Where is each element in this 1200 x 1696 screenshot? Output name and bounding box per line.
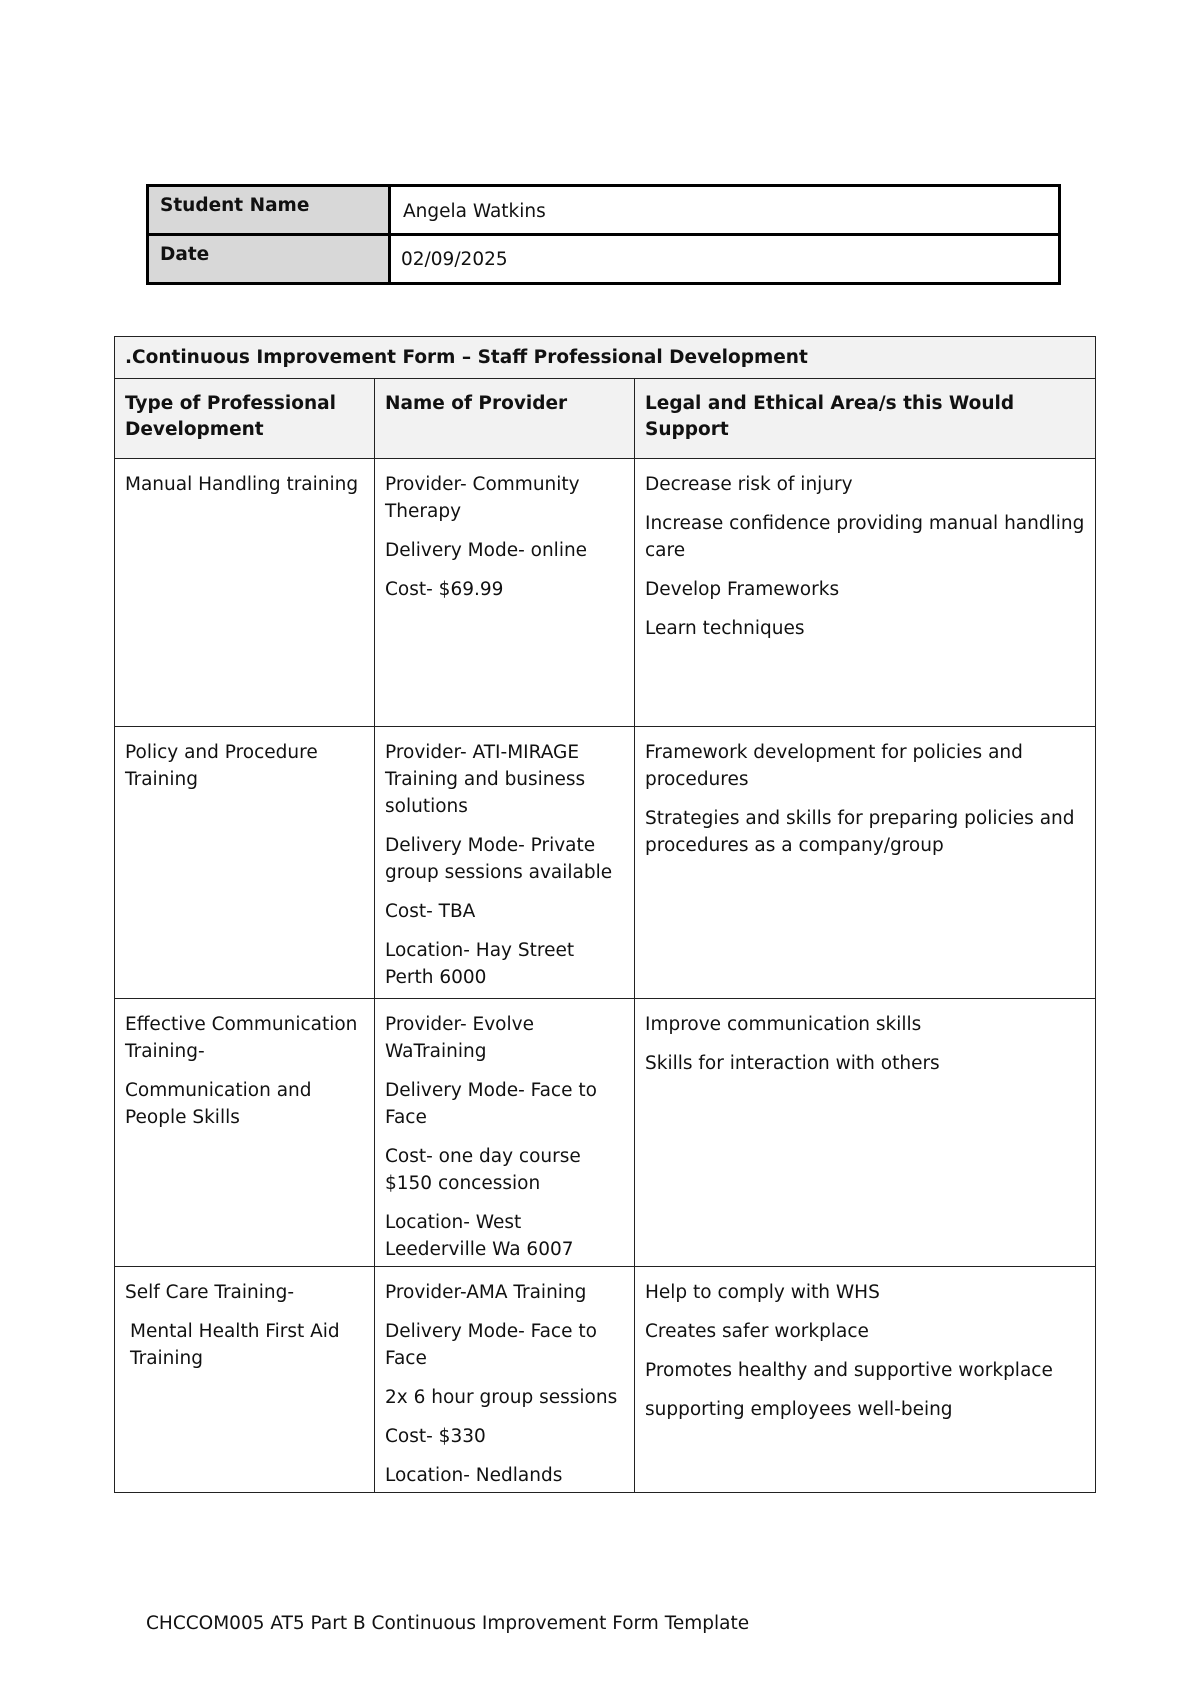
cell-line: Mental Health First Aid Training (130, 1321, 340, 1369)
cell-line: Delivery Mode- Private group sessions available (385, 835, 613, 883)
cell-line: Cost- $69.99 (385, 579, 504, 600)
header-type: Type of Professional Development (115, 379, 375, 459)
table-row (115, 727, 1096, 999)
cell-line: Cost- $330 (385, 1426, 486, 1447)
form-title: .Continuous Improvement Form – Staff Professional Development (115, 337, 1096, 379)
cell-line: Skills for interaction with others (645, 1053, 940, 1074)
cell-line: Learn techniques (645, 618, 805, 639)
cell-line: Delivery Mode- Face to Face (385, 1080, 597, 1128)
cell-line: Policy and Procedure Training (125, 742, 318, 790)
cell-line: Increase confidence providing manual handling care (645, 513, 1085, 561)
cell-line: Strategies and skills for preparing policies and procedures as a company/group (645, 808, 1075, 856)
date-value: 02/09/2025 (390, 235, 1060, 284)
page-footer: CHCCOM005 AT5 Part B Continuous Improvement Form Template (146, 1613, 750, 1634)
cell-line: Effective Communication Training- (125, 1014, 358, 1062)
cell-line: Develop Frameworks (645, 579, 840, 600)
cell-line: Location- West Leederville Wa 6007 (385, 1212, 574, 1260)
header-provider: Name of Provider (375, 379, 635, 459)
type-cell (115, 1267, 375, 1493)
cell-line: Promotes healthy and supportive workplace (645, 1360, 1053, 1381)
cell-line: Communication and People Skills (125, 1080, 312, 1128)
cell-line: Provider- Evolve WaTraining (385, 1014, 534, 1062)
provider-cell (375, 1267, 635, 1493)
areas-cell (635, 727, 1096, 999)
student-details-table (146, 184, 1061, 285)
areas-cell (635, 459, 1096, 727)
cell-line: Location- Hay Street Perth 6000 (385, 940, 575, 988)
student-name-label: Student Name (148, 186, 390, 235)
cell-line: Manual Handling training (125, 474, 359, 495)
type-cell (115, 459, 375, 727)
table-row (115, 1267, 1096, 1493)
cell-line: Creates safer workplace (645, 1321, 869, 1342)
student-name-value: Angela Watkins (390, 186, 1060, 235)
cell-line: Provider-AMA Training (385, 1282, 587, 1303)
table-row (115, 999, 1096, 1267)
provider-cell (375, 727, 635, 999)
cell-line: Delivery Mode- Face to Face (385, 1321, 597, 1369)
continuous-improvement-table (114, 336, 1096, 1493)
cell-line: Cost- TBA (385, 901, 476, 922)
cell-line: Cost- one day course $150 concession (385, 1146, 581, 1194)
date-label: Date (148, 235, 390, 284)
areas-cell (635, 1267, 1096, 1493)
cell-line: Improve communication skills (645, 1014, 922, 1035)
cell-line: Framework development for policies and procedures (645, 742, 1023, 790)
provider-cell (375, 999, 635, 1267)
type-cell (115, 999, 375, 1267)
header-areas: Legal and Ethical Area/s this Would Support (635, 379, 1096, 459)
cell-line: Location- Nedlands (385, 1465, 563, 1486)
provider-cell (375, 459, 635, 727)
cell-line: supporting employees well-being (645, 1399, 953, 1420)
cell-line: Self Care Training- (125, 1282, 295, 1303)
areas-cell (635, 999, 1096, 1267)
cell-line: Help to comply with WHS (645, 1282, 880, 1303)
type-cell (115, 727, 375, 999)
table-row (115, 459, 1096, 727)
cell-line: Decrease risk of injury (645, 474, 853, 495)
cell-line: Provider- Community Therapy (385, 474, 580, 522)
cell-line: 2x 6 hour group sessions (385, 1387, 618, 1408)
cell-line: Provider- ATI-MIRAGE Training and business solutions (385, 742, 586, 817)
cell-line: Delivery Mode- online (385, 540, 588, 561)
